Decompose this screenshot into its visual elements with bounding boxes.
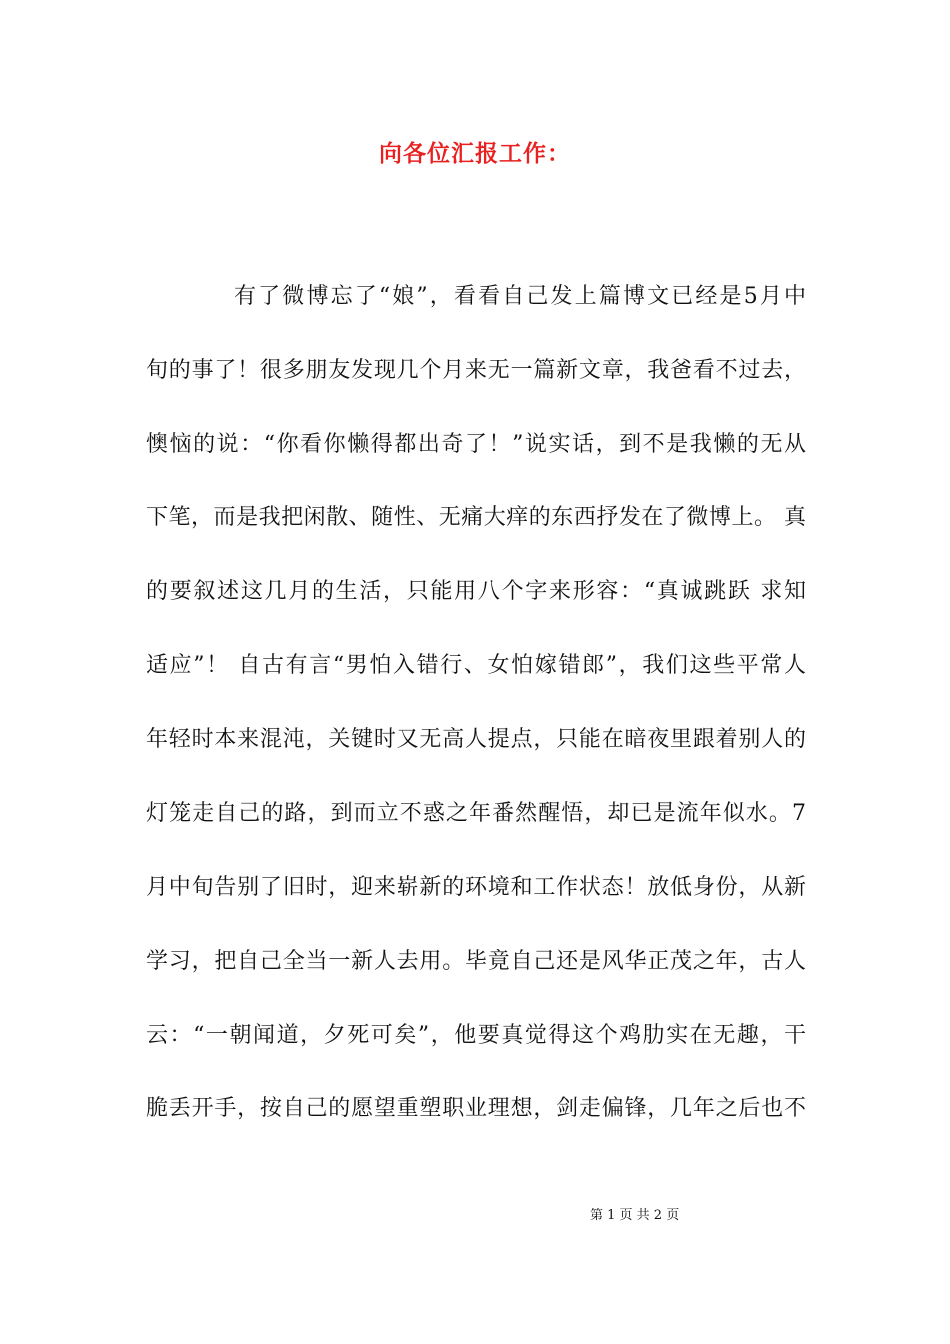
- paragraph-line: 灯笼走自己的路，到而立不惑之年番然醒悟，却已是流年似水。7: [146, 801, 806, 826]
- paragraph-line: 的要叙述这几月的生活，只能用八个字来形容：“真诚跳跃 求知: [146, 579, 806, 604]
- paragraph-line: 下笔，而是我把闲散、随性、无痛大痒的东西抒发在了微博上。 真: [146, 505, 806, 530]
- document-title: 向各位汇报工作：: [379, 141, 571, 167]
- paragraph-line: 旬的事了！很多朋友发现几个月来无一篇新文章，我爸看不过去，: [146, 358, 806, 383]
- paragraph-line: 有了微博忘了“娘”，看看自己发上篇博文已经是5月中: [234, 284, 806, 309]
- paragraph-line: 懊恼的说：“你看你懒得都出奇了！”说实话，到不是我懒的无从: [146, 432, 806, 457]
- page-footer: 第 1 页 共 2 页: [590, 1208, 680, 1223]
- paragraph-line: 学习，把自己全当一新人去用。毕竟自己还是风华正茂之年，古人: [146, 949, 806, 974]
- paragraph-line: 年轻时本来混沌，关键时又无高人提点，只能在暗夜里跟着别人的: [146, 727, 806, 752]
- paragraph-line: 脆丢开手，按自己的愿望重塑职业理想，剑走偏锋，几年之后也不: [146, 1096, 806, 1121]
- paragraph-line: 月中旬告别了旧时，迎来崭新的环境和工作状态！放低身份，从新: [146, 875, 806, 900]
- paragraph-line: 适应”！ 自古有言“男怕入错行、女怕嫁错郎”，我们这些平常人: [146, 653, 806, 678]
- paragraph-line: 云：“一朝闻道，夕死可矣”，他要真觉得这个鸡肋实在无趣，干: [146, 1023, 806, 1048]
